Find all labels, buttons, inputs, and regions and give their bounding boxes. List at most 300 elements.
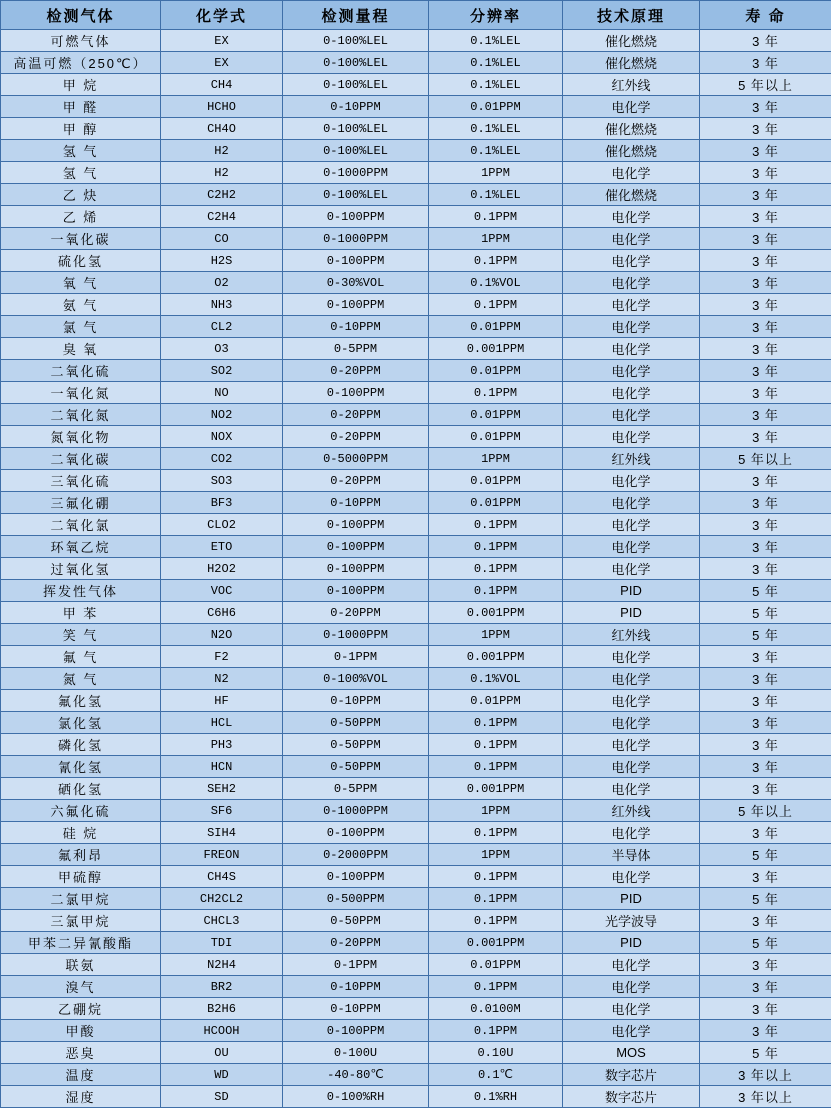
- cell-formula: EX: [161, 30, 283, 52]
- cell-resolution: 0.1PPM: [429, 558, 563, 580]
- cell-gas: 硫化氢: [1, 250, 161, 272]
- table-row: [1, 778, 831, 800]
- cell-formula: CH4S: [161, 866, 283, 888]
- cell-gas: 氮氧化物: [1, 426, 161, 448]
- cell-formula: N2H4: [161, 954, 283, 976]
- table-row: [1, 228, 831, 250]
- cell-lifetime: 3 年: [700, 184, 831, 206]
- cell-range: 0-20PPM: [283, 470, 429, 492]
- cell-resolution: 0.01PPM: [429, 426, 563, 448]
- cell-resolution: 0.0100M: [429, 998, 563, 1020]
- cell-gas: 六氟化硫: [1, 800, 161, 822]
- cell-principle: 电化学: [563, 338, 700, 360]
- cell-range: 0-100%LEL: [283, 118, 429, 140]
- table-row: [1, 756, 831, 778]
- cell-lifetime: 3 年: [700, 426, 831, 448]
- cell-range: 0-100PPM: [283, 294, 429, 316]
- cell-lifetime: 3 年: [700, 998, 831, 1020]
- table-row: [1, 954, 831, 976]
- cell-formula: O3: [161, 338, 283, 360]
- cell-principle: 电化学: [563, 778, 700, 800]
- cell-lifetime: 3 年: [700, 294, 831, 316]
- cell-lifetime: 3 年: [700, 910, 831, 932]
- cell-lifetime: 5 年: [700, 1042, 831, 1064]
- cell-resolution: 0.1PPM: [429, 734, 563, 756]
- cell-gas: 甲 烷: [1, 74, 161, 96]
- cell-lifetime: 3 年: [700, 338, 831, 360]
- cell-range: 0-1PPM: [283, 646, 429, 668]
- cell-formula: NH3: [161, 294, 283, 316]
- table-row: [1, 448, 831, 470]
- cell-principle: 红外线: [563, 800, 700, 822]
- cell-principle: 电化学: [563, 734, 700, 756]
- table-row: [1, 998, 831, 1020]
- table-row: [1, 1086, 831, 1108]
- cell-formula: NOX: [161, 426, 283, 448]
- cell-gas: 二氧化氮: [1, 404, 161, 426]
- cell-formula: HCOOH: [161, 1020, 283, 1042]
- cell-lifetime: 3 年: [700, 514, 831, 536]
- cell-principle: PID: [563, 932, 700, 954]
- cell-principle: 催化燃烧: [563, 184, 700, 206]
- cell-principle: 电化学: [563, 294, 700, 316]
- cell-resolution: 0.001PPM: [429, 778, 563, 800]
- table-row: [1, 316, 831, 338]
- cell-range: 0-100%VOL: [283, 668, 429, 690]
- cell-formula: CO: [161, 228, 283, 250]
- table-row: [1, 668, 831, 690]
- table-row: [1, 976, 831, 998]
- cell-resolution: 0.001PPM: [429, 338, 563, 360]
- cell-formula: SO3: [161, 470, 283, 492]
- cell-resolution: 0.1PPM: [429, 910, 563, 932]
- cell-gas: 三氧化硫: [1, 470, 161, 492]
- cell-range: 0-1000PPM: [283, 162, 429, 184]
- table-row: [1, 910, 831, 932]
- cell-resolution: 1PPM: [429, 228, 563, 250]
- cell-principle: 电化学: [563, 228, 700, 250]
- cell-resolution: 0.1PPM: [429, 580, 563, 602]
- cell-lifetime: 5 年: [700, 602, 831, 624]
- cell-formula: HCN: [161, 756, 283, 778]
- cell-formula: CL2: [161, 316, 283, 338]
- cell-resolution: 0.1PPM: [429, 1020, 563, 1042]
- cell-range: 0-100%LEL: [283, 184, 429, 206]
- table-row: [1, 250, 831, 272]
- cell-range: 0-100PPM: [283, 206, 429, 228]
- cell-range: 0-100%LEL: [283, 140, 429, 162]
- cell-range: 0-1000PPM: [283, 228, 429, 250]
- cell-range: 0-100PPM: [283, 1020, 429, 1042]
- table-row: [1, 272, 831, 294]
- cell-range: 0-100PPM: [283, 580, 429, 602]
- cell-range: 0-10PPM: [283, 976, 429, 998]
- cell-gas: 氯 气: [1, 316, 161, 338]
- table-row: [1, 514, 831, 536]
- cell-range: 0-5PPM: [283, 338, 429, 360]
- cell-lifetime: 5 年以上: [700, 800, 831, 822]
- cell-formula: CH2CL2: [161, 888, 283, 910]
- cell-range: 0-100%LEL: [283, 74, 429, 96]
- table-row: [1, 294, 831, 316]
- table-row: [1, 162, 831, 184]
- table-row: [1, 30, 831, 52]
- cell-gas: 磷化氢: [1, 734, 161, 756]
- cell-gas: 二氧化氯: [1, 514, 161, 536]
- cell-lifetime: 3 年: [700, 316, 831, 338]
- cell-resolution: 0.1PPM: [429, 250, 563, 272]
- column-header-lifetime: 寿 命: [700, 1, 831, 30]
- table-row: [1, 558, 831, 580]
- cell-range: 0-2000PPM: [283, 844, 429, 866]
- cell-principle: 电化学: [563, 668, 700, 690]
- cell-formula: VOC: [161, 580, 283, 602]
- table-row: [1, 426, 831, 448]
- cell-lifetime: 3 年: [700, 866, 831, 888]
- cell-range: 0-10PPM: [283, 316, 429, 338]
- cell-principle: 电化学: [563, 1020, 700, 1042]
- cell-formula: SD: [161, 1086, 283, 1108]
- cell-lifetime: 3 年以上: [700, 1064, 831, 1086]
- table-row: [1, 800, 831, 822]
- cell-lifetime: 5 年: [700, 624, 831, 646]
- cell-gas: 氮 气: [1, 668, 161, 690]
- cell-gas: 乙 烯: [1, 206, 161, 228]
- cell-range: 0-100PPM: [283, 558, 429, 580]
- cell-lifetime: 3 年以上: [700, 1086, 831, 1108]
- cell-gas: 氯化氢: [1, 712, 161, 734]
- cell-gas: 联氨: [1, 954, 161, 976]
- cell-principle: 电化学: [563, 822, 700, 844]
- cell-lifetime: 3 年: [700, 668, 831, 690]
- cell-principle: PID: [563, 602, 700, 624]
- cell-gas: 温度: [1, 1064, 161, 1086]
- cell-principle: 半导体: [563, 844, 700, 866]
- cell-principle: 电化学: [563, 536, 700, 558]
- cell-formula: PH3: [161, 734, 283, 756]
- cell-lifetime: 5 年: [700, 888, 831, 910]
- table-row: [1, 1020, 831, 1042]
- cell-resolution: 0.01PPM: [429, 690, 563, 712]
- cell-gas: 笑 气: [1, 624, 161, 646]
- cell-lifetime: 3 年: [700, 162, 831, 184]
- cell-principle: PID: [563, 580, 700, 602]
- cell-principle: 电化学: [563, 250, 700, 272]
- cell-lifetime: 3 年: [700, 470, 831, 492]
- cell-range: 0-1000PPM: [283, 624, 429, 646]
- table-row: [1, 382, 831, 404]
- table-row: [1, 624, 831, 646]
- cell-range: 0-10PPM: [283, 96, 429, 118]
- cell-formula: H2O2: [161, 558, 283, 580]
- cell-resolution: 0.1PPM: [429, 536, 563, 558]
- cell-range: 0-50PPM: [283, 756, 429, 778]
- cell-principle: 催化燃烧: [563, 140, 700, 162]
- cell-principle: 电化学: [563, 558, 700, 580]
- cell-lifetime: 3 年: [700, 250, 831, 272]
- cell-resolution: 0.1%LEL: [429, 184, 563, 206]
- cell-lifetime: 5 年: [700, 932, 831, 954]
- table-row: [1, 338, 831, 360]
- cell-formula: SO2: [161, 360, 283, 382]
- cell-resolution: 0.1%LEL: [429, 30, 563, 52]
- cell-range: 0-1PPM: [283, 954, 429, 976]
- cell-gas: 三氯甲烷: [1, 910, 161, 932]
- cell-principle: 数字芯片: [563, 1086, 700, 1108]
- cell-range: 0-100PPM: [283, 536, 429, 558]
- cell-resolution: 0.1%LEL: [429, 118, 563, 140]
- table-row: [1, 492, 831, 514]
- cell-gas: 过氧化氢: [1, 558, 161, 580]
- cell-range: 0-50PPM: [283, 910, 429, 932]
- cell-gas: 可燃气体: [1, 30, 161, 52]
- table-row: [1, 1042, 831, 1064]
- cell-principle: 红外线: [563, 448, 700, 470]
- cell-range: 0-10PPM: [283, 690, 429, 712]
- cell-resolution: 0.001PPM: [429, 932, 563, 954]
- cell-formula: SIH4: [161, 822, 283, 844]
- cell-gas: 一氧化碳: [1, 228, 161, 250]
- cell-resolution: 0.1%LEL: [429, 52, 563, 74]
- cell-formula: N2O: [161, 624, 283, 646]
- cell-lifetime: 3 年: [700, 30, 831, 52]
- cell-formula: NO: [161, 382, 283, 404]
- cell-lifetime: 5 年以上: [700, 448, 831, 470]
- table-row: [1, 470, 831, 492]
- cell-resolution: 0.1%VOL: [429, 272, 563, 294]
- cell-gas: 硒化氢: [1, 778, 161, 800]
- cell-gas: 氟 气: [1, 646, 161, 668]
- cell-resolution: 1PPM: [429, 844, 563, 866]
- cell-gas: 甲 苯: [1, 602, 161, 624]
- cell-lifetime: 3 年: [700, 404, 831, 426]
- cell-principle: 电化学: [563, 866, 700, 888]
- cell-lifetime: 3 年: [700, 778, 831, 800]
- table-row: [1, 844, 831, 866]
- cell-formula: CLO2: [161, 514, 283, 536]
- cell-principle: 电化学: [563, 470, 700, 492]
- cell-lifetime: 3 年: [700, 690, 831, 712]
- cell-principle: 电化学: [563, 954, 700, 976]
- cell-gas: 环氧乙烷: [1, 536, 161, 558]
- cell-gas: 溴气: [1, 976, 161, 998]
- cell-range: 0-10PPM: [283, 492, 429, 514]
- cell-range: 0-50PPM: [283, 734, 429, 756]
- cell-resolution: 0.1%LEL: [429, 140, 563, 162]
- cell-resolution: 0.10U: [429, 1042, 563, 1064]
- cell-principle: 电化学: [563, 206, 700, 228]
- cell-range: 0-100U: [283, 1042, 429, 1064]
- cell-lifetime: 3 年: [700, 382, 831, 404]
- cell-lifetime: 3 年: [700, 646, 831, 668]
- cell-formula: OU: [161, 1042, 283, 1064]
- cell-range: -40-80℃: [283, 1064, 429, 1086]
- cell-resolution: 1PPM: [429, 800, 563, 822]
- cell-resolution: 0.1PPM: [429, 822, 563, 844]
- cell-principle: 数字芯片: [563, 1064, 700, 1086]
- cell-principle: 催化燃烧: [563, 52, 700, 74]
- cell-formula: SEH2: [161, 778, 283, 800]
- cell-formula: N2: [161, 668, 283, 690]
- cell-formula: NO2: [161, 404, 283, 426]
- table-row: [1, 734, 831, 756]
- cell-principle: 光学波导: [563, 910, 700, 932]
- cell-formula: CH4O: [161, 118, 283, 140]
- cell-gas: 氢 气: [1, 140, 161, 162]
- cell-lifetime: 3 年: [700, 206, 831, 228]
- cell-principle: 电化学: [563, 404, 700, 426]
- cell-gas: 二氧化碳: [1, 448, 161, 470]
- cell-gas: 硅 烷: [1, 822, 161, 844]
- cell-principle: MOS: [563, 1042, 700, 1064]
- table-row: [1, 360, 831, 382]
- cell-resolution: 0.1PPM: [429, 976, 563, 998]
- cell-range: 0-20PPM: [283, 360, 429, 382]
- cell-lifetime: 3 年: [700, 976, 831, 998]
- cell-formula: H2S: [161, 250, 283, 272]
- cell-resolution: 0.01PPM: [429, 316, 563, 338]
- cell-resolution: 0.1PPM: [429, 382, 563, 404]
- cell-gas: 氨 气: [1, 294, 161, 316]
- table-body: [1, 30, 831, 1108]
- cell-resolution: 1PPM: [429, 624, 563, 646]
- cell-resolution: 0.1PPM: [429, 294, 563, 316]
- cell-gas: 甲硫醇: [1, 866, 161, 888]
- cell-principle: 电化学: [563, 360, 700, 382]
- cell-resolution: 0.01PPM: [429, 360, 563, 382]
- cell-formula: CH4: [161, 74, 283, 96]
- cell-lifetime: 3 年: [700, 228, 831, 250]
- cell-principle: 电化学: [563, 426, 700, 448]
- cell-resolution: 0.1PPM: [429, 206, 563, 228]
- cell-formula: H2: [161, 162, 283, 184]
- cell-range: 0-500PPM: [283, 888, 429, 910]
- cell-formula: SF6: [161, 800, 283, 822]
- cell-lifetime: 3 年: [700, 536, 831, 558]
- cell-resolution: 0.001PPM: [429, 602, 563, 624]
- cell-range: 0-100PPM: [283, 382, 429, 404]
- cell-gas: 甲 醇: [1, 118, 161, 140]
- cell-principle: 红外线: [563, 624, 700, 646]
- cell-gas: 挥发性气体: [1, 580, 161, 602]
- cell-lifetime: 3 年: [700, 96, 831, 118]
- column-header-gas: 检测气体: [1, 1, 161, 30]
- table-header: [1, 1, 831, 30]
- cell-resolution: 0.001PPM: [429, 646, 563, 668]
- cell-formula: CHCL3: [161, 910, 283, 932]
- table-row: [1, 646, 831, 668]
- table-row: [1, 184, 831, 206]
- cell-resolution: 0.1PPM: [429, 514, 563, 536]
- cell-lifetime: 3 年: [700, 712, 831, 734]
- cell-gas: 三氟化硼: [1, 492, 161, 514]
- cell-principle: 催化燃烧: [563, 30, 700, 52]
- cell-formula: C6H6: [161, 602, 283, 624]
- cell-resolution: 0.01PPM: [429, 954, 563, 976]
- cell-gas: 氧 气: [1, 272, 161, 294]
- column-header-principle: 技术原理: [563, 1, 700, 30]
- cell-range: 0-100%LEL: [283, 30, 429, 52]
- table-row: [1, 888, 831, 910]
- cell-lifetime: 3 年: [700, 118, 831, 140]
- table-row: [1, 712, 831, 734]
- cell-range: 0-20PPM: [283, 426, 429, 448]
- cell-range: 0-100PPM: [283, 514, 429, 536]
- cell-formula: C2H2: [161, 184, 283, 206]
- cell-resolution: 0.01PPM: [429, 404, 563, 426]
- cell-resolution: 0.1PPM: [429, 888, 563, 910]
- cell-gas: 氟利昂: [1, 844, 161, 866]
- cell-gas: 湿度: [1, 1086, 161, 1108]
- cell-principle: 电化学: [563, 316, 700, 338]
- cell-lifetime: 3 年: [700, 52, 831, 74]
- cell-resolution: 0.1PPM: [429, 866, 563, 888]
- cell-principle: 电化学: [563, 712, 700, 734]
- cell-principle: PID: [563, 888, 700, 910]
- cell-resolution: 0.1%VOL: [429, 668, 563, 690]
- table-row: [1, 580, 831, 602]
- cell-formula: F2: [161, 646, 283, 668]
- cell-gas: 氢 气: [1, 162, 161, 184]
- cell-resolution: 0.01PPM: [429, 96, 563, 118]
- cell-principle: 电化学: [563, 690, 700, 712]
- cell-range: 0-100PPM: [283, 822, 429, 844]
- cell-lifetime: 3 年: [700, 756, 831, 778]
- header-row: [1, 1, 831, 30]
- cell-gas: 高温可燃（250℃）: [1, 52, 161, 74]
- cell-formula: HF: [161, 690, 283, 712]
- cell-formula: FREON: [161, 844, 283, 866]
- cell-range: 0-30%VOL: [283, 272, 429, 294]
- cell-range: 0-100%LEL: [283, 52, 429, 74]
- cell-principle: 电化学: [563, 272, 700, 294]
- cell-lifetime: 3 年: [700, 272, 831, 294]
- cell-formula: WD: [161, 1064, 283, 1086]
- cell-range: 0-5000PPM: [283, 448, 429, 470]
- cell-formula: EX: [161, 52, 283, 74]
- cell-range: 0-20PPM: [283, 602, 429, 624]
- cell-gas: 甲苯二异氰酸酯: [1, 932, 161, 954]
- table-row: [1, 536, 831, 558]
- cell-range: 0-10PPM: [283, 998, 429, 1020]
- cell-gas: 甲酸: [1, 1020, 161, 1042]
- cell-range: 0-20PPM: [283, 404, 429, 426]
- table-row: [1, 690, 831, 712]
- cell-gas: 氰化氢: [1, 756, 161, 778]
- cell-principle: 电化学: [563, 976, 700, 998]
- cell-lifetime: 3 年: [700, 492, 831, 514]
- cell-principle: 电化学: [563, 756, 700, 778]
- cell-gas: 二氯甲烷: [1, 888, 161, 910]
- column-header-range: 检测量程: [283, 1, 429, 30]
- cell-lifetime: 5 年: [700, 580, 831, 602]
- cell-gas: 甲 醛: [1, 96, 161, 118]
- cell-formula: TDI: [161, 932, 283, 954]
- cell-lifetime: 5 年: [700, 844, 831, 866]
- cell-formula: B2H6: [161, 998, 283, 1020]
- table-row: [1, 822, 831, 844]
- table-row: [1, 932, 831, 954]
- cell-range: 0-5PPM: [283, 778, 429, 800]
- cell-principle: 电化学: [563, 514, 700, 536]
- cell-range: 0-100PPM: [283, 866, 429, 888]
- cell-formula: HCHO: [161, 96, 283, 118]
- cell-gas: 恶臭: [1, 1042, 161, 1064]
- table-row: [1, 206, 831, 228]
- cell-lifetime: 5 年以上: [700, 74, 831, 96]
- cell-range: 0-100PPM: [283, 250, 429, 272]
- cell-resolution: 1PPM: [429, 162, 563, 184]
